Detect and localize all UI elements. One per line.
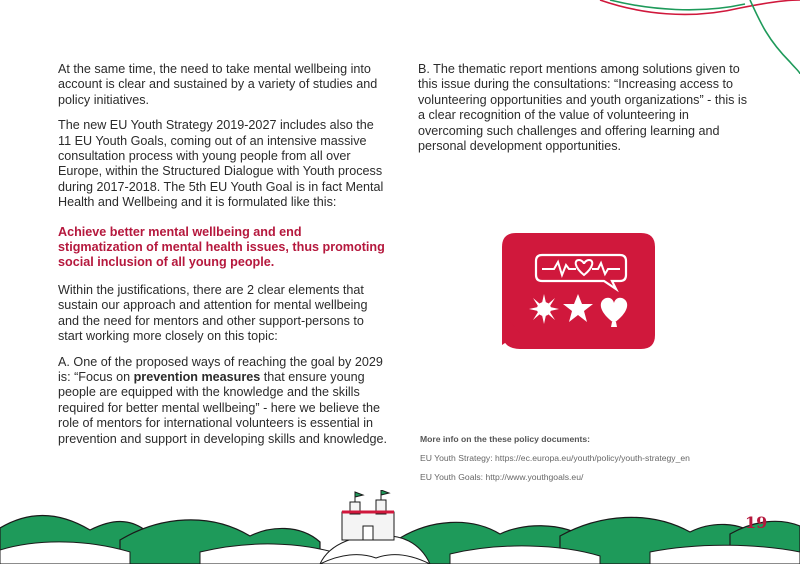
paragraph-youth-strategy: The new EU Youth Strategy 2019-2027 includes also the 11 EU Youth Goals, coming out of an intensive massive consultation process with young people from all over Europe, within the Structured Dialogue with Youth process during 2017-2018. The 5th EU Youth Goal is in fact Mental Health and Wellbeing and it is formulated like this: <box>58 118 384 210</box>
right-column <box>418 62 748 164</box>
paragraph-point-a <box>58 355 388 447</box>
youth-goals-link[interactable]: http://www.youthgoals.eu/ <box>485 472 584 482</box>
point-a-end: that ensure young people are equipped with the knowledge and the skills required for better mental wellbeing” - here we believe the role of mentors for international volunteers is essential in prevention and support in developing skills and knowledge. <box>58 369 388 446</box>
youth-goal-quote: Achieve better mental wellbeing and end stigmatization of mental health issues, thus promoting social inclusion of all young people. <box>58 224 385 270</box>
bottom-hills-decoration <box>0 490 800 564</box>
youth-strategy-label: EU Youth Strategy: <box>420 453 496 463</box>
more-info-title: More info on the these policy documents: <box>420 434 590 444</box>
youth-strategy-link[interactable]: https://ec.europa.eu/youth/policy/youth-strategy_en <box>495 453 690 463</box>
paragraph-justifications: Within the justifications, there are 2 clear elements that sustain our approach and attention for mental wellbeing and the need for mentors and other support-persons to start working more closely on this topic: <box>58 282 368 344</box>
paragraph-mental-wellbeing: At the same time, the need to take mental wellbeing into account is clear and sustained by a variety of studies and policy initiatives. <box>58 62 378 107</box>
youth-goals-reference <box>420 471 780 483</box>
castle-illustration-icon <box>320 490 430 564</box>
point-a-bold: prevention measures <box>133 369 261 384</box>
mental-health-speech-bubble-icon <box>502 233 655 349</box>
left-column <box>58 62 388 457</box>
paragraph-point-b: B. The thematic report mentions among solutions given to this issue during the consultations: “Increasing access to volunteering opportunities and youth organizations” - this is a clear recognition of the value of volunteering in overcoming such challenges and offering learning and personal development opportunities. <box>418 62 748 154</box>
youth-goals-label: EU Youth Goals: <box>420 472 486 482</box>
youth-strategy-reference <box>420 452 780 464</box>
point-a-start: A. One of the proposed ways of reaching the goal by 2029 is: “Focus on <box>58 354 383 384</box>
page-number: 19 <box>745 513 768 532</box>
more-info-block <box>420 433 780 490</box>
